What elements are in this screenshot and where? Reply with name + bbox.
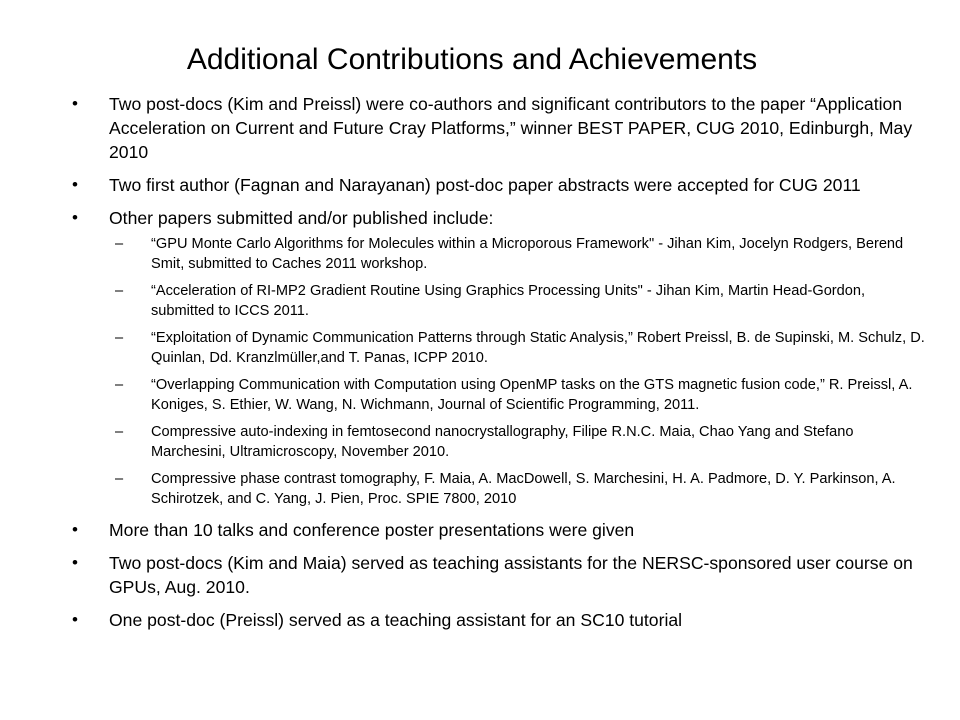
- bullet-icon: •: [72, 610, 78, 629]
- bullet-item: [72, 92, 932, 164]
- bullet-item: [72, 173, 932, 197]
- bullet-text: Two first author (Fagnan and Narayanan) post-doc paper abstracts were accepted for CUG 2011: [109, 175, 861, 195]
- bullet-icon: •: [72, 175, 78, 194]
- paper-item: [109, 234, 932, 274]
- bullet-text: One post-doc (Preissl) served as a teaching assistant for an SC10 tutorial: [109, 610, 683, 630]
- bullet-item: [72, 206, 932, 509]
- paper-text: Compressive auto-indexing in femtosecond nanocrystallography, Filipe R.N.C. Maia, Chao Yang and Stefano Marchesini, Ultramicroscopy, November 2010.: [151, 424, 854, 460]
- bullet-text: More than 10 talks and conference poster presentations were given: [109, 520, 635, 540]
- paper-item: [109, 469, 932, 509]
- dash-icon: –: [115, 424, 124, 440]
- bullet-text: Two post-docs (Kim and Maia) served as teaching assistants for the NERSC-sponsored user course on GPUs, Aug. 2010.: [109, 553, 913, 597]
- bullet-text: Two post-docs (Kim and Preissl) were co-authors and significant contributors to the paper “Application Acceleration on Current and Future Cray Platforms,” winner BEST PAPER, CUG 2010, Edinburgh, May 2010: [109, 94, 913, 162]
- dash-icon: –: [115, 471, 124, 487]
- dash-icon: –: [115, 330, 124, 346]
- dash-icon: –: [115, 377, 124, 393]
- dash-icon: –: [115, 283, 124, 299]
- bullet-item: [72, 608, 932, 632]
- paper-text: “Overlapping Communication with Computation using OpenMP tasks on the GTS magnetic fusion code,” R. Preissl, A. Koniges, S. Ethier, W. Wang, N. Wichmann, Journal of Scientific Programming, 2011.: [151, 377, 913, 413]
- slide-title: Additional Contributions and Achievements: [186, 43, 758, 76]
- bullet-text: Other papers submitted and/or published include:: [109, 208, 494, 228]
- bullet-icon: •: [72, 94, 78, 113]
- paper-item: [109, 375, 932, 415]
- paper-item: [109, 328, 932, 368]
- bullet-item: [72, 518, 932, 542]
- paper-text: “Exploitation of Dynamic Communication Patterns through Static Analysis,” Robert Preissl, B. de Supinski, M. Schulz, D. Quinlan, Dd. Kranzlmüller,and T. Panas, ICPP 2010.: [151, 330, 925, 366]
- bullet-icon: •: [72, 208, 78, 227]
- paper-list: [109, 234, 932, 509]
- paper-text: “GPU Monte Carlo Algorithms for Molecules within a Microporous Framework" - Jihan Kim, Jocelyn Rodgers, Berend Smit, submitted to Caches 2011 workshop.: [151, 236, 904, 272]
- paper-item: [109, 281, 932, 321]
- bullet-list: [72, 92, 932, 641]
- bullet-icon: •: [72, 553, 78, 572]
- dash-icon: –: [115, 236, 124, 252]
- bullet-icon: •: [72, 520, 78, 539]
- paper-item: [109, 422, 932, 462]
- paper-text: Compressive phase contrast tomography, F. Maia, A. MacDowell, S. Marchesini, H. A. Padmore, D. Y. Parkinson, A. Schirotzek, and C. Yang, J. Pien, Proc. SPIE 7800, 2010: [151, 471, 896, 507]
- paper-text: “Acceleration of RI-MP2 Gradient Routine Using Graphics Processing Units" - Jihan Kim, Martin Head-Gordon, submitted to ICCS 2011.: [151, 283, 866, 319]
- bullet-item: [72, 551, 932, 599]
